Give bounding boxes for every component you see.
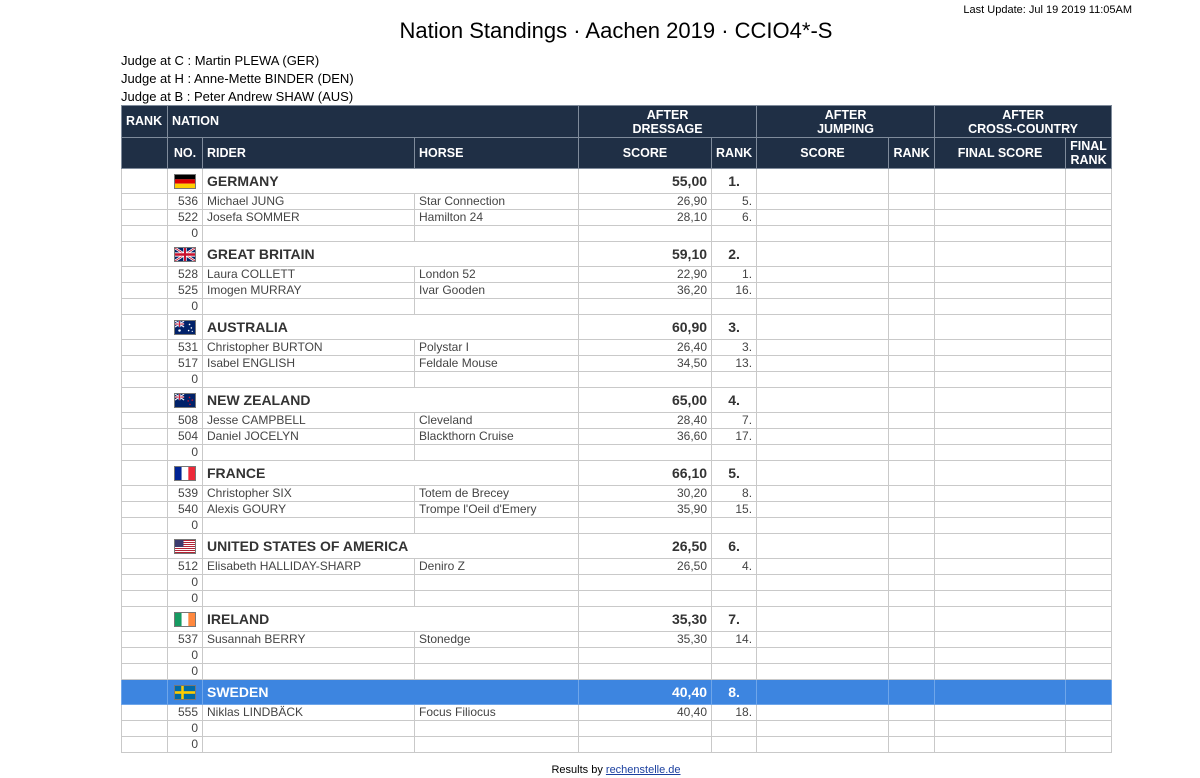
- nation-name: GREAT BRITAIN: [203, 242, 579, 267]
- col-dressage-rank-header: RANK: [712, 138, 757, 169]
- judges-list: [121, 52, 354, 106]
- horse-name: [415, 591, 579, 607]
- nation-row: [122, 461, 1112, 486]
- sweden-flag-icon: [168, 680, 203, 705]
- rechenstelle-link[interactable]: rechenstelle.de: [605, 764, 681, 776]
- ireland-flag-icon: [168, 607, 203, 632]
- rider-dressage-rank: 17.: [712, 429, 757, 445]
- nation-dressage-score: 26,50: [579, 534, 712, 559]
- rider-number: 512: [168, 559, 203, 575]
- rider-dressage-score: 26,90: [579, 194, 712, 210]
- rider-row: [122, 283, 1112, 299]
- nation-name: NEW ZEALAND: [203, 388, 579, 413]
- rider-dressage-rank: 1.: [712, 267, 757, 283]
- horse-name: [415, 226, 579, 242]
- col-horse-header: HORSE: [415, 138, 579, 169]
- rider-dressage-score: 30,20: [579, 486, 712, 502]
- rider-name: [203, 226, 415, 242]
- nation-dressage-rank: 1.: [712, 169, 757, 194]
- rider-number: 0: [168, 372, 203, 388]
- rider-row: [122, 356, 1112, 372]
- rider-row: [122, 486, 1112, 502]
- rider-dressage-rank: [712, 299, 757, 315]
- rider-row: [122, 518, 1112, 534]
- rider-dressage-rank: 6.: [712, 210, 757, 226]
- rider-dressage-score: 40,40: [579, 705, 712, 721]
- rider-number: 0: [168, 575, 203, 591]
- after-dressage-header: AFTER DRESSAGE: [579, 106, 757, 138]
- rider-row: [122, 632, 1112, 648]
- horse-name: [415, 575, 579, 591]
- rider-row: [122, 575, 1112, 591]
- horse-name: Hamilton 24: [415, 210, 579, 226]
- rider-name: Niklas LINDBÄCK: [203, 705, 415, 721]
- rider-name: [203, 721, 415, 737]
- rider-name: [203, 575, 415, 591]
- horse-name: [415, 445, 579, 461]
- nation-name: FRANCE: [203, 461, 579, 486]
- nation-dressage-score: 35,30: [579, 607, 712, 632]
- rider-row: [122, 267, 1112, 283]
- horse-name: [415, 721, 579, 737]
- footer-credit: Results by rechenstelle.de: [551, 764, 681, 776]
- rider-dressage-rank: 3.: [712, 340, 757, 356]
- nation-row: [122, 680, 1112, 705]
- horse-name: Trompe l'Oeil d'Emery: [415, 502, 579, 518]
- rider-row: [122, 502, 1112, 518]
- rider-name: Michael JUNG: [203, 194, 415, 210]
- nation-dressage-score: 59,10: [579, 242, 712, 267]
- rider-name: Jesse CAMPBELL: [203, 413, 415, 429]
- horse-name: Feldale Mouse: [415, 356, 579, 372]
- nation-row: [122, 242, 1112, 267]
- after-xc-header: AFTER CROSS-COUNTRY: [935, 106, 1112, 138]
- horse-name: Blackthorn Cruise: [415, 429, 579, 445]
- france-flag-icon: [168, 461, 203, 486]
- horse-name: [415, 299, 579, 315]
- rider-dressage-rank: 15.: [712, 502, 757, 518]
- horse-name: Star Connection: [415, 194, 579, 210]
- col-final-score-header: FINAL SCORE: [935, 138, 1066, 169]
- horse-name: Totem de Brecey: [415, 486, 579, 502]
- rider-dressage-score: [579, 591, 712, 607]
- rider-name: [203, 664, 415, 680]
- rider-dressage-rank: 14.: [712, 632, 757, 648]
- col-no-header: NO.: [168, 138, 203, 169]
- nation-row: [122, 607, 1112, 632]
- rider-name: [203, 445, 415, 461]
- rider-name: Susannah BERRY: [203, 632, 415, 648]
- rider-dressage-score: [579, 299, 712, 315]
- rider-name: Josefa SOMMER: [203, 210, 415, 226]
- rider-dressage-score: 28,40: [579, 413, 712, 429]
- rider-dressage-score: 34,50: [579, 356, 712, 372]
- rider-name: Daniel JOCELYN: [203, 429, 415, 445]
- rider-number: 525: [168, 283, 203, 299]
- horse-name: [415, 664, 579, 680]
- last-update-timestamp: Last Update: Jul 19 2019 11:05AM: [963, 4, 1132, 16]
- horse-name: [415, 518, 579, 534]
- rider-dressage-rank: 18.: [712, 705, 757, 721]
- usa-flag-icon: [168, 534, 203, 559]
- rider-row: [122, 299, 1112, 315]
- rider-number: 0: [168, 518, 203, 534]
- rider-row: [122, 737, 1112, 753]
- rider-name: [203, 737, 415, 753]
- rider-row: [122, 226, 1112, 242]
- rider-number: 0: [168, 299, 203, 315]
- rider-name: [203, 372, 415, 388]
- rider-dressage-rank: 7.: [712, 413, 757, 429]
- rider-dressage-score: [579, 518, 712, 534]
- rider-dressage-rank: [712, 648, 757, 664]
- nation-row: [122, 315, 1112, 340]
- after-jumping-header: AFTER JUMPING: [757, 106, 935, 138]
- rider-dressage-score: 36,60: [579, 429, 712, 445]
- rider-row: [122, 372, 1112, 388]
- rider-row: [122, 413, 1112, 429]
- rider-dressage-score: [579, 226, 712, 242]
- rider-dressage-score: 36,20: [579, 283, 712, 299]
- rider-number: 0: [168, 445, 203, 461]
- germany-flag-icon: [168, 169, 203, 194]
- nation-name: UNITED STATES OF AMERICA: [203, 534, 579, 559]
- nation-dressage-score: 66,10: [579, 461, 712, 486]
- nation-dressage-score: 40,40: [579, 680, 712, 705]
- nation-dressage-rank: 2.: [712, 242, 757, 267]
- rider-row: [122, 445, 1112, 461]
- rider-dressage-rank: [712, 575, 757, 591]
- rider-name: Christopher SIX: [203, 486, 415, 502]
- rider-name: Imogen MURRAY: [203, 283, 415, 299]
- horse-name: Ivar Gooden: [415, 283, 579, 299]
- rider-number: 531: [168, 340, 203, 356]
- rider-dressage-rank: 5.: [712, 194, 757, 210]
- rider-number: 0: [168, 721, 203, 737]
- nation-name: IRELAND: [203, 607, 579, 632]
- rider-row: [122, 591, 1112, 607]
- rider-number: 504: [168, 429, 203, 445]
- horse-name: Cleveland: [415, 413, 579, 429]
- rider-dressage-rank: 16.: [712, 283, 757, 299]
- rider-dressage-score: [579, 664, 712, 680]
- col-nation-header: NATION: [168, 106, 579, 138]
- rider-dressage-rank: 4.: [712, 559, 757, 575]
- horse-name: [415, 737, 579, 753]
- nation-dressage-score: 65,00: [579, 388, 712, 413]
- rider-number: 555: [168, 705, 203, 721]
- rider-row: [122, 340, 1112, 356]
- rider-number: 522: [168, 210, 203, 226]
- rider-row: [122, 705, 1112, 721]
- rider-name: Christopher BURTON: [203, 340, 415, 356]
- nation-dressage-rank: 5.: [712, 461, 757, 486]
- rider-dressage-score: 35,90: [579, 502, 712, 518]
- rider-dressage-score: 28,10: [579, 210, 712, 226]
- rider-row: [122, 648, 1112, 664]
- rider-dressage-score: [579, 721, 712, 737]
- nation-dressage-score: 55,00: [579, 169, 712, 194]
- new-zealand-flag-icon: [168, 388, 203, 413]
- nation-dressage-rank: 4.: [712, 388, 757, 413]
- rider-number: 537: [168, 632, 203, 648]
- rider-dressage-rank: 8.: [712, 486, 757, 502]
- rider-dressage-rank: 13.: [712, 356, 757, 372]
- col-jumping-score-header: SCORE: [757, 138, 889, 169]
- rider-name: Elisabeth HALLIDAY-SHARP: [203, 559, 415, 575]
- horse-name: London 52: [415, 267, 579, 283]
- nation-row: [122, 169, 1112, 194]
- rider-number: 508: [168, 413, 203, 429]
- col-rank-header: RANK: [122, 106, 168, 138]
- uk-flag-icon: [168, 242, 203, 267]
- rider-dressage-rank: [712, 226, 757, 242]
- nation-dressage-rank: 6.: [712, 534, 757, 559]
- rider-dressage-score: [579, 372, 712, 388]
- col-final-rank-header: FINAL RANK: [1066, 138, 1112, 169]
- rider-name: Laura COLLETT: [203, 267, 415, 283]
- rider-number: 0: [168, 591, 203, 607]
- rider-number: 0: [168, 226, 203, 242]
- horse-name: Focus Filiocus: [415, 705, 579, 721]
- standings-table: [121, 105, 1112, 753]
- rider-row: [122, 210, 1112, 226]
- rider-row: [122, 429, 1112, 445]
- page-title: Nation Standings · Aachen 2019 · CCIO4*-S: [399, 18, 833, 43]
- rider-number: 536: [168, 194, 203, 210]
- rider-dressage-score: [579, 648, 712, 664]
- col-dressage-score-header: SCORE: [579, 138, 712, 169]
- horse-name: Polystar I: [415, 340, 579, 356]
- nation-name: SWEDEN: [203, 680, 579, 705]
- judge-h: Judge at H : Anne-Mette BINDER (DEN): [121, 71, 354, 86]
- nation-dressage-score: 60,90: [579, 315, 712, 340]
- horse-name: [415, 372, 579, 388]
- judge-b: Judge at B : Peter Andrew SHAW (AUS): [121, 89, 354, 104]
- rider-name: [203, 591, 415, 607]
- rider-dressage-score: [579, 737, 712, 753]
- rider-row: [122, 559, 1112, 575]
- horse-name: Stonedge: [415, 632, 579, 648]
- nation-row: [122, 534, 1112, 559]
- rider-row: [122, 721, 1112, 737]
- rider-dressage-score: 22,90: [579, 267, 712, 283]
- nation-row: [122, 388, 1112, 413]
- rider-dressage-rank: [712, 737, 757, 753]
- rider-dressage-score: 26,40: [579, 340, 712, 356]
- australia-flag-icon: [168, 315, 203, 340]
- nation-name: GERMANY: [203, 169, 579, 194]
- rider-dressage-score: 35,30: [579, 632, 712, 648]
- rider-dressage-rank: [712, 721, 757, 737]
- rider-name: [203, 518, 415, 534]
- rider-number: 528: [168, 267, 203, 283]
- rider-number: 0: [168, 648, 203, 664]
- rider-number: 540: [168, 502, 203, 518]
- col-rider-header: RIDER: [203, 138, 415, 169]
- rider-row: [122, 194, 1112, 210]
- rider-dressage-rank: [712, 518, 757, 534]
- nation-dressage-rank: 7.: [712, 607, 757, 632]
- rider-name: Alexis GOURY: [203, 502, 415, 518]
- rider-number: 0: [168, 664, 203, 680]
- rider-dressage-rank: [712, 445, 757, 461]
- nation-name: AUSTRALIA: [203, 315, 579, 340]
- rider-number: 517: [168, 356, 203, 372]
- rider-dressage-score: [579, 575, 712, 591]
- rider-name: Isabel ENGLISH: [203, 356, 415, 372]
- col-jumping-rank-header: RANK: [889, 138, 935, 169]
- horse-name: Deniro Z: [415, 559, 579, 575]
- rider-row: [122, 664, 1112, 680]
- rider-dressage-score: [579, 445, 712, 461]
- rider-number: 0: [168, 737, 203, 753]
- rider-dressage-rank: [712, 664, 757, 680]
- rider-dressage-rank: [712, 372, 757, 388]
- nation-dressage-rank: 3.: [712, 315, 757, 340]
- rider-number: 539: [168, 486, 203, 502]
- judge-c: Judge at C : Martin PLEWA (GER): [121, 53, 320, 68]
- rider-name: [203, 299, 415, 315]
- nation-dressage-rank: 8.: [712, 680, 757, 705]
- rider-name: [203, 648, 415, 664]
- rider-dressage-score: 26,50: [579, 559, 712, 575]
- rider-dressage-rank: [712, 591, 757, 607]
- horse-name: [415, 648, 579, 664]
